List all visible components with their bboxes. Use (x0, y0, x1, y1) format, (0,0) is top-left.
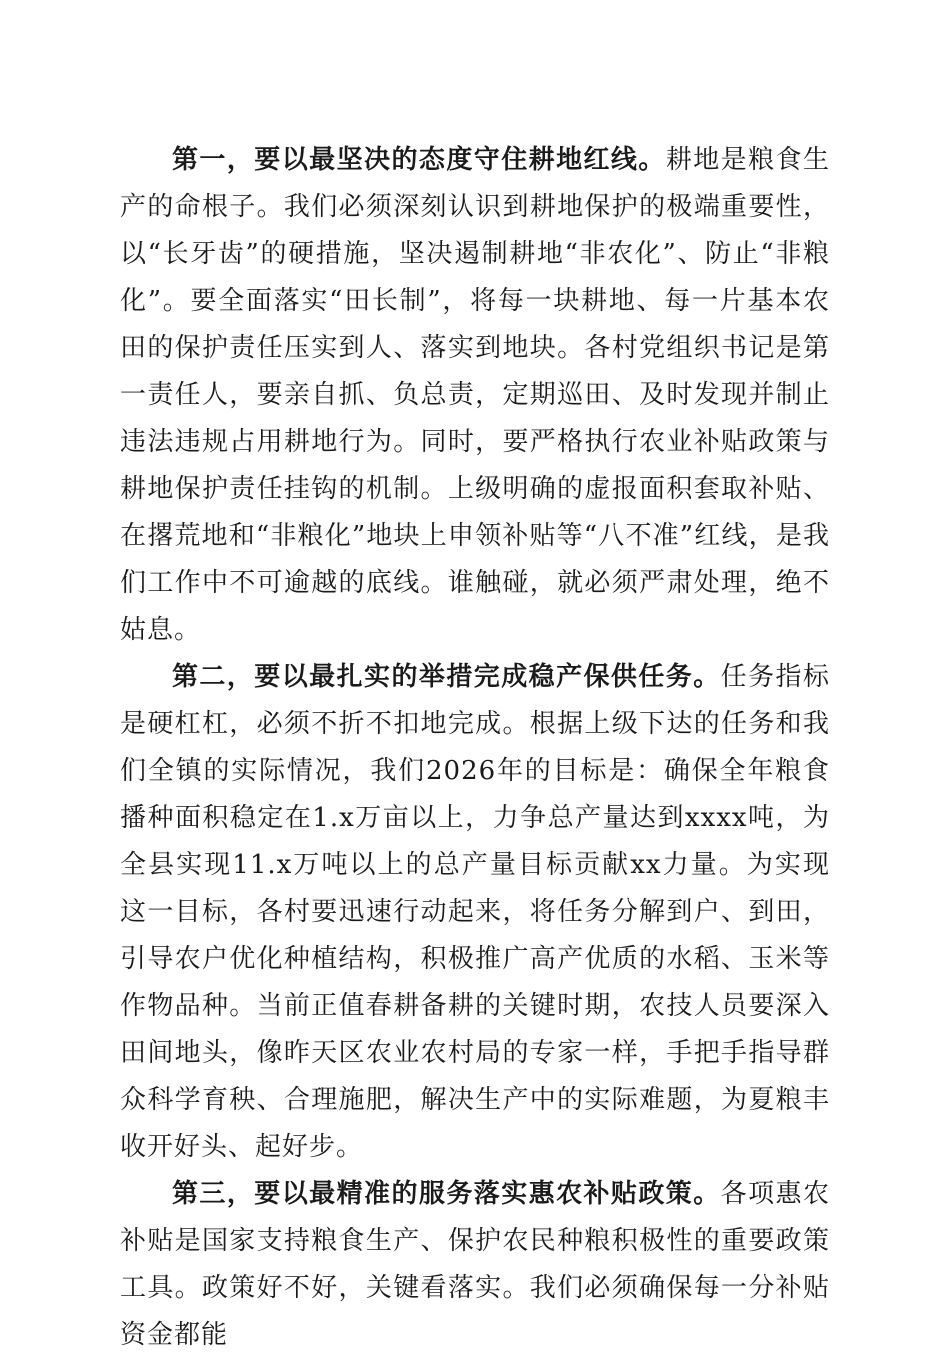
paragraph-2 (120, 654, 830, 1171)
paragraph-3 (120, 1171, 830, 1359)
paragraph-3-body: 各项惠农补贴是国家支持粮食生产、保护农民种粮积极性的重要政策工具。政策好不好，关键看落实。我们必须确保每一分补贴资金都能 (120, 1179, 830, 1350)
paragraph-3-lead: 第三，要以最精准的服务落实惠农补贴政策。 (172, 1179, 721, 1209)
document-body (120, 137, 830, 1359)
paragraph-2-lead: 第二，要以最扎实的举措完成稳产保供任务。 (172, 662, 721, 692)
paragraph-1 (120, 137, 830, 654)
paragraph-2-body: 任务指标是硬杠杠，必须不折不扣地完成。根据上级下达的任务和我们全镇的实际情况，我们2026年的目标是：确保全年粮食播种面积稳定在1.x万亩以上，力争总产量达到xxxx吨，为全县实现11.x万吨以上的总产量目标贡献xx力量。为实现这一目标，各村要迅速行动起来，将任务分解到户、到田，引导农户优化种植结构，积极推广高产优质的水稻、玉米等作物品种。当前正值春耕备耕的关键时期，农技人员要深入田间地头，像昨天区农业农村局的专家一样，手把手指导群众科学育秧、合理施肥，解决生产中的实际难题，为夏粮丰收开好头、起好步。 (120, 662, 830, 1162)
paragraph-1-body: 耕地是粮食生产的命根子。我们必须深刻认识到耕地保护的极端重要性，以“长牙齿”的硬措施，坚决遏制耕地“非农化”、防止“非粮化”。要全面落实“田长制”，将每一块耕地、每一片基本农田的保护责任压实到人、落实到地块。各村党组织书记是第一责任人，要亲自抓、负总责，定期巡田、及时发现并制止违法违规占用耕地行为。同时，要严格执行农业补贴政策与耕地保护责任挂钩的机制。上级明确的虚报面积套取补贴、在撂荒地和“非粮化”地块上申领补贴等“八不准”红线，是我们工作中不可逾越的底线。谁触碰，就必须严肃处理，绝不姑息。 (120, 145, 830, 645)
paragraph-1-lead: 第一，要以最坚决的态度守住耕地红线。 (172, 145, 666, 175)
